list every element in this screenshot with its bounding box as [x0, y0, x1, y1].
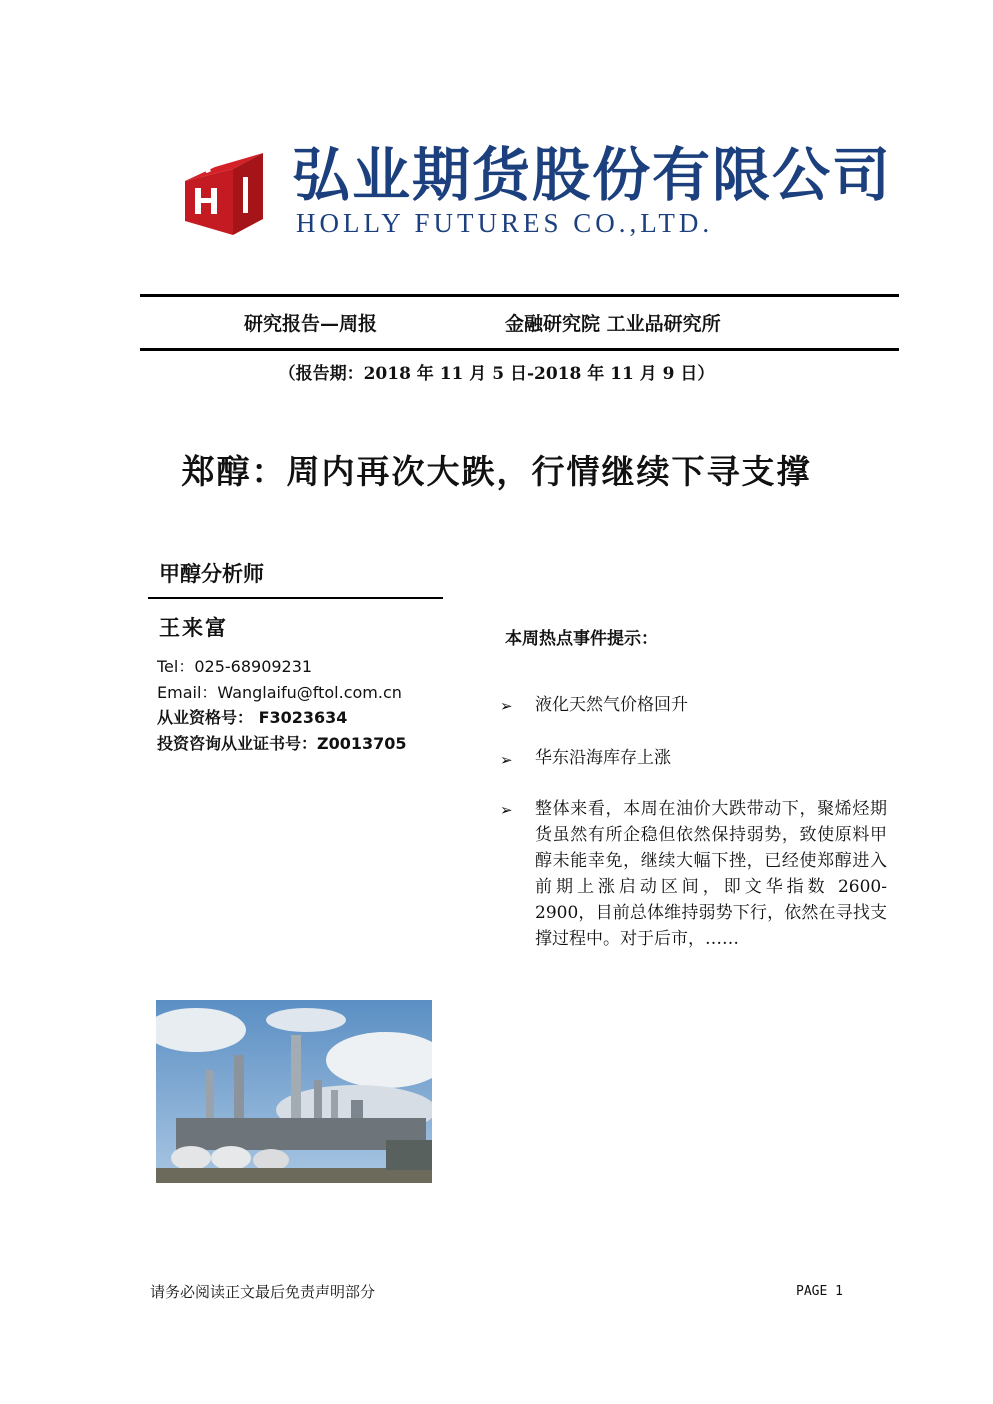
hot-events-heading: 本周热点事件提示： — [505, 629, 658, 649]
disclaimer-note: 请务必阅读正文最后免责声明部分 — [150, 1283, 376, 1301]
report-period: （报告期：2018 年 11 月 5 日-2018 年 11 月 9 日） — [278, 364, 715, 384]
page-number: PAGE 1 — [796, 1284, 843, 1299]
company-logo-icon — [183, 143, 265, 236]
header-bottom-rule — [140, 348, 899, 351]
company-name-en: HOLLY FUTURES CO.,LTD. — [296, 208, 714, 238]
company-name-cn: 弘业期货股份有限公司 — [292, 141, 893, 209]
arrow-bullet-icon: ➢ — [500, 801, 513, 819]
hot-event-item: 整体来看，本周在油价大跌带动下，聚烯烃期货虽然有所企稳但依然保持弱势，致使原料甲醇未能幸免，继续大幅下挫，已经使郑醇进入前期上涨启动区间，即文华指数 2600-2900，目前总体维持弱势下行，依然在寻找支撑过程中。对于后市，…… — [535, 799, 887, 949]
arrow-bullet-icon: ➢ — [500, 751, 513, 769]
analyst-email: Email：Wanglaifu@ftol.com.cn — [157, 683, 402, 702]
analyst-license: 从业资格号： F3023634 — [157, 708, 348, 727]
analyst-cert: 投资咨询从业证书号：Z0013705 — [157, 734, 407, 753]
document-title: 郑醇：周内再次大跌，行情继续下寻支撑 — [181, 452, 812, 491]
hot-event-item: 液化天然气价格回升 — [535, 695, 688, 715]
report-type: 研究报告—周报 — [244, 313, 378, 335]
analyst-heading: 甲醇分析师 — [159, 561, 264, 586]
analyst-tel: Tel：025-68909231 — [157, 657, 313, 676]
hot-event-item: 华东沿海库存上涨 — [535, 748, 671, 768]
header-top-rule — [140, 294, 899, 297]
chemical-plant-photo — [156, 1000, 432, 1183]
research-dept: 金融研究院 工业品研究所 — [505, 313, 721, 335]
arrow-bullet-icon: ➢ — [500, 697, 513, 715]
analyst-name: 王来富 — [159, 615, 228, 640]
analyst-divider — [148, 597, 443, 599]
